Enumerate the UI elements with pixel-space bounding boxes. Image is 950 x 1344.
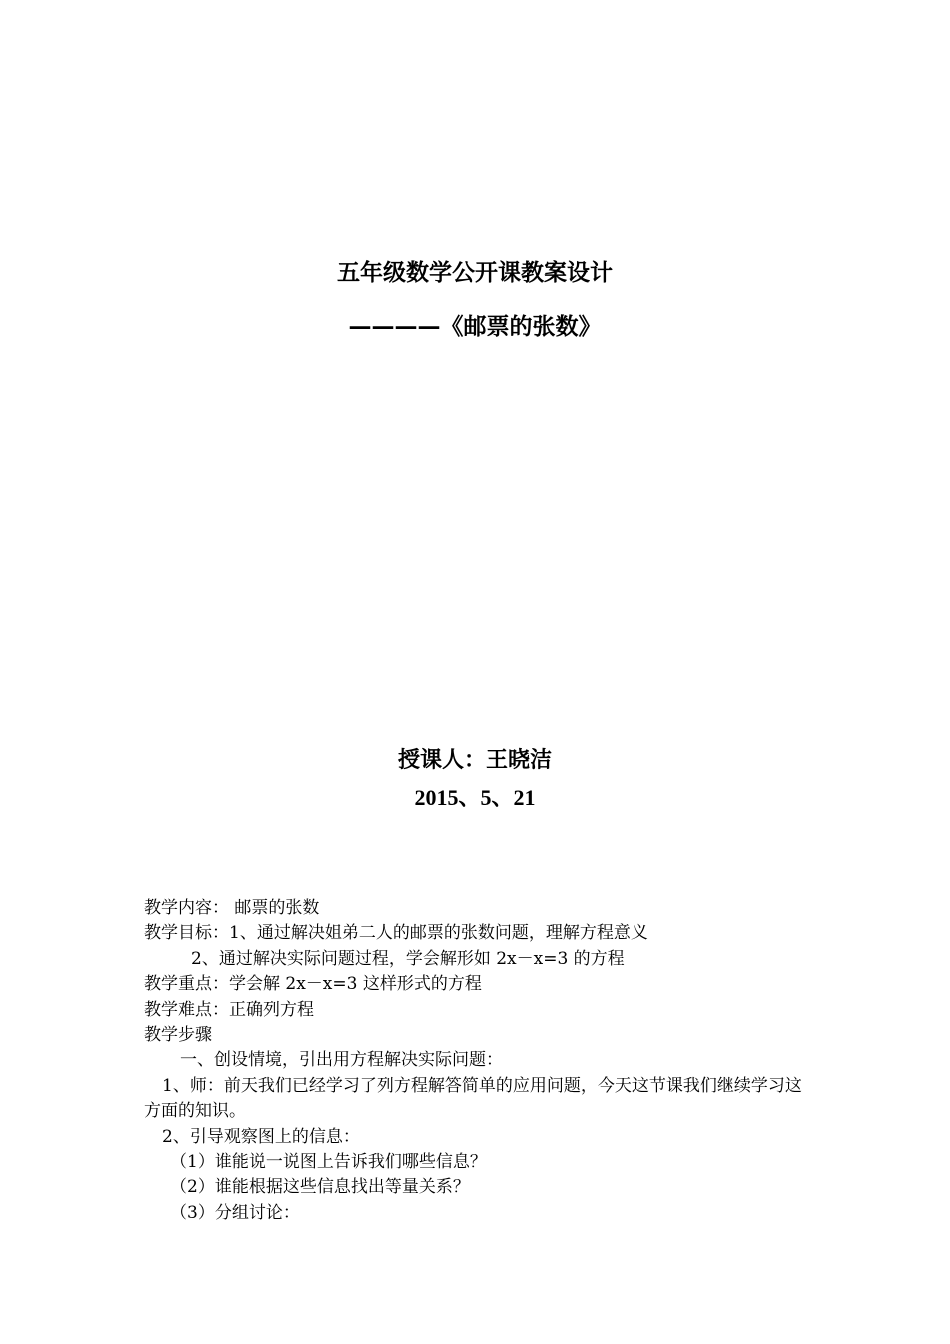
teaching-difficulty: 教学难点：正确列方程 bbox=[144, 999, 314, 1020]
teaching-steps-heading: 教学步骤 bbox=[144, 1024, 212, 1045]
question-1: （1）谁能说一说图上告诉我们哪些信息？ bbox=[170, 1151, 487, 1172]
question-3: （3）分组讨论： bbox=[170, 1202, 300, 1223]
question-2: （2）谁能根据这些信息找出等量关系？ bbox=[170, 1177, 470, 1198]
teaching-content: 教学内容： 邮票的张数 bbox=[144, 898, 320, 918]
teaching-goal-2: 2、通过解决实际问题过程，学会解形如 2x－x=3 的方程 bbox=[191, 948, 625, 969]
teacher-name: 授课人：王晓洁 bbox=[397, 747, 552, 773]
lesson-plan-body bbox=[144, 896, 816, 1226]
document-subtitle: ————《邮票的张数》 bbox=[348, 313, 602, 340]
step-one-heading: 一、创设情境，引出用方程解决实际问题： bbox=[180, 1050, 503, 1071]
step-one-item-2: 2、引导观察图上的信息： bbox=[162, 1126, 360, 1147]
teaching-goal-1: 教学目标：1、通过解决姐弟二人的邮票的张数问题，理解方程意义 bbox=[144, 923, 648, 944]
document-title: 五年级数学公开课教案设计 bbox=[337, 259, 613, 286]
teaching-focus: 教学重点：学会解 2x－x=3 这样形式的方程 bbox=[144, 974, 482, 995]
lesson-date: 2015、5、21 bbox=[414, 785, 536, 810]
step-one-item-1: 1、师：前天我们已经学习了列方程解答简单的应用问题，今天这节课我们继续学习这方面的知识。 bbox=[144, 1075, 802, 1122]
